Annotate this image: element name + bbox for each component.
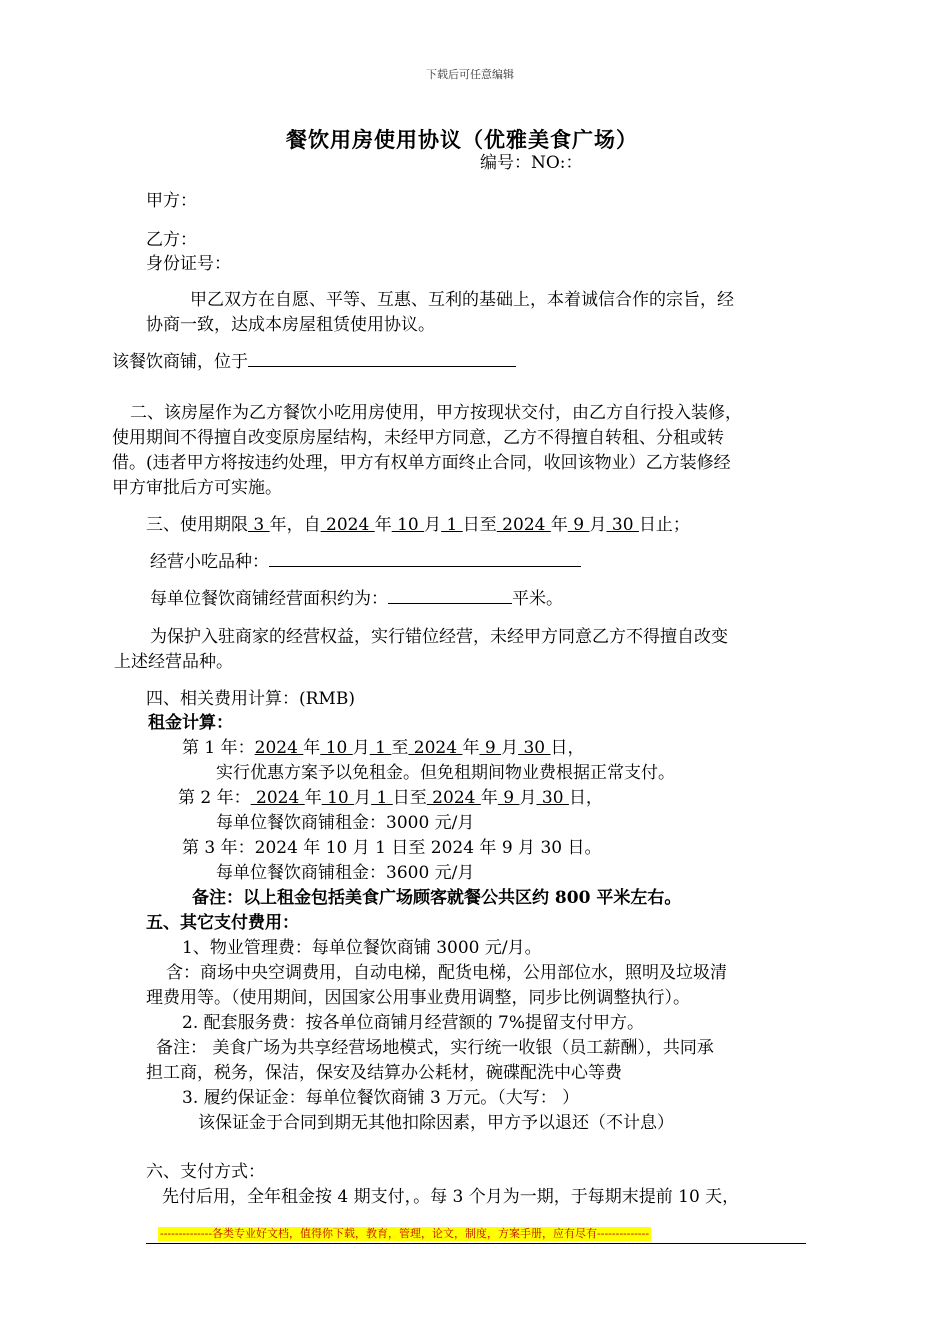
fee-3-note: 该保证金于合同到期无其他扣除因素，甲方予以退还（不计息） <box>198 1113 674 1133</box>
section-2-line-4: 甲方审批后方可实施。 <box>112 478 282 498</box>
area-unit: 平米。 <box>512 589 563 609</box>
fee-2-service: 2. 配套服务费：按各单位商铺月经营额的 7%提留支付甲方。 <box>182 1013 644 1033</box>
section-4-title: 四、相关费用计算：(RMB) <box>146 689 355 709</box>
year-2-term: 第 2 年： 2024 年 10 月 1 日至 2024 年 9 月 30 日， <box>178 788 603 808</box>
section-3-term: 三、使用期限 3 年，自 2024 年 10 月 1 日至 2024 年 9 月 30 日止； <box>146 515 690 535</box>
year-3-term: 第 3 年：2024 年 10 月 1 日至 2024 年 9 月 30 日。 <box>182 838 602 858</box>
snack-variety-line <box>150 549 581 575</box>
protect-line-2: 上述经营品种。 <box>114 652 233 672</box>
area-line <box>150 586 563 612</box>
fee-2-note-line-2: 担工商，税务，保洁，保安及结算办公耗材，碗碟配洗中心等费 <box>146 1063 622 1083</box>
year-1-note: 实行优惠方案予以免租金。但免租期间物业费根据正常支付。 <box>216 763 675 783</box>
party-b-label: 乙方： <box>146 230 197 250</box>
rent-remark: 备注：以上租金包括美食广场顾客就餐公共区约 800 平米左右。 <box>192 888 682 908</box>
fee-1-includes-line-2: 理费用等。（使用期间，因国家公用事业费用调整，同步比例调整执行）。 <box>146 988 690 1008</box>
footer-banner: --------------各类专业好文档，值得你下载，教育，管理，论文，制度，方案手册，应有尽有-------------- <box>160 1227 650 1240</box>
year-3-rent: 每单位餐饮商铺租金：3600 元/月 <box>216 863 475 883</box>
fee-2-note-line-1: 备注： 美食广场为共享经营场地模式，实行统一收银（员工薪酬），共同承 <box>156 1038 714 1058</box>
year-2-rent: 每单位餐饮商铺租金：3000 元/月 <box>216 813 475 833</box>
intro-line-2: 协商一致，达成本房屋租赁使用协议。 <box>146 315 435 335</box>
party-a-label: 甲方： <box>146 191 197 211</box>
fee-1-includes-line-1: 含：商场中央空调费用，自动电梯，配货电梯，公用部位水，照明及垃圾清 <box>166 963 727 983</box>
fee-3-deposit: 3. 履约保证金：每单位餐饮商铺 3 万元。（大写： ） <box>182 1088 580 1108</box>
section-2-line-1: 二、该房屋作为乙方餐饮小吃用房使用，甲方按现状交付，由乙方自行投入装修， <box>130 403 742 423</box>
snack-variety-blank <box>269 550 581 567</box>
rent-calc-title: 租金计算： <box>148 713 233 733</box>
section-5-title: 五、其它支付费用： <box>146 913 299 933</box>
fee-1-property: 1、物业管理费：每单位餐饮商铺 3000 元/月。 <box>182 938 542 958</box>
footer-divider <box>146 1243 806 1244</box>
document-number: 编号：NO:： <box>480 153 583 173</box>
intro-line-1: 甲乙双方在自愿、平等、互惠、互利的基础上，本着诚信合作的宗旨，经 <box>190 290 734 310</box>
section-2-line-2: 使用期间不得擅自改变原房屋结构，未经甲方同意，乙方不得擅自转租、分租或转 <box>112 428 724 448</box>
location-blank <box>248 350 516 367</box>
snack-variety-label: 经营小吃品种： <box>150 552 269 572</box>
area-blank <box>388 587 512 604</box>
area-label: 每单位餐饮商铺经营面积约为： <box>150 589 388 609</box>
id-number-label: 身份证号： <box>146 254 231 274</box>
location-label: 该餐饮商铺，位于 <box>112 352 248 372</box>
header-note: 下载后可任意编辑 <box>426 68 514 81</box>
section-2-line-3: 借。(违者甲方将按违约处理，甲方有权单方面终止合同，收回该物业）乙方装修经 <box>112 453 731 473</box>
section-6-title: 六、支付方式： <box>146 1162 265 1182</box>
location-line <box>112 349 516 375</box>
year-1-term: 第 1 年：2024 年 10 月 1 至 2024 年 9 月 30 日， <box>182 738 585 758</box>
document-title: 餐饮用房使用协议（优雅美食广场） <box>286 127 638 152</box>
protect-line-1: 为保护入驻商家的经营权益，实行错位经营，未经甲方同意乙方不得擅自改变 <box>150 627 728 647</box>
section-6-line-1: 先付后用，全年租金按 4 期支付，。每 3 个月为一期，于每期末提前 10 天， <box>162 1187 740 1207</box>
